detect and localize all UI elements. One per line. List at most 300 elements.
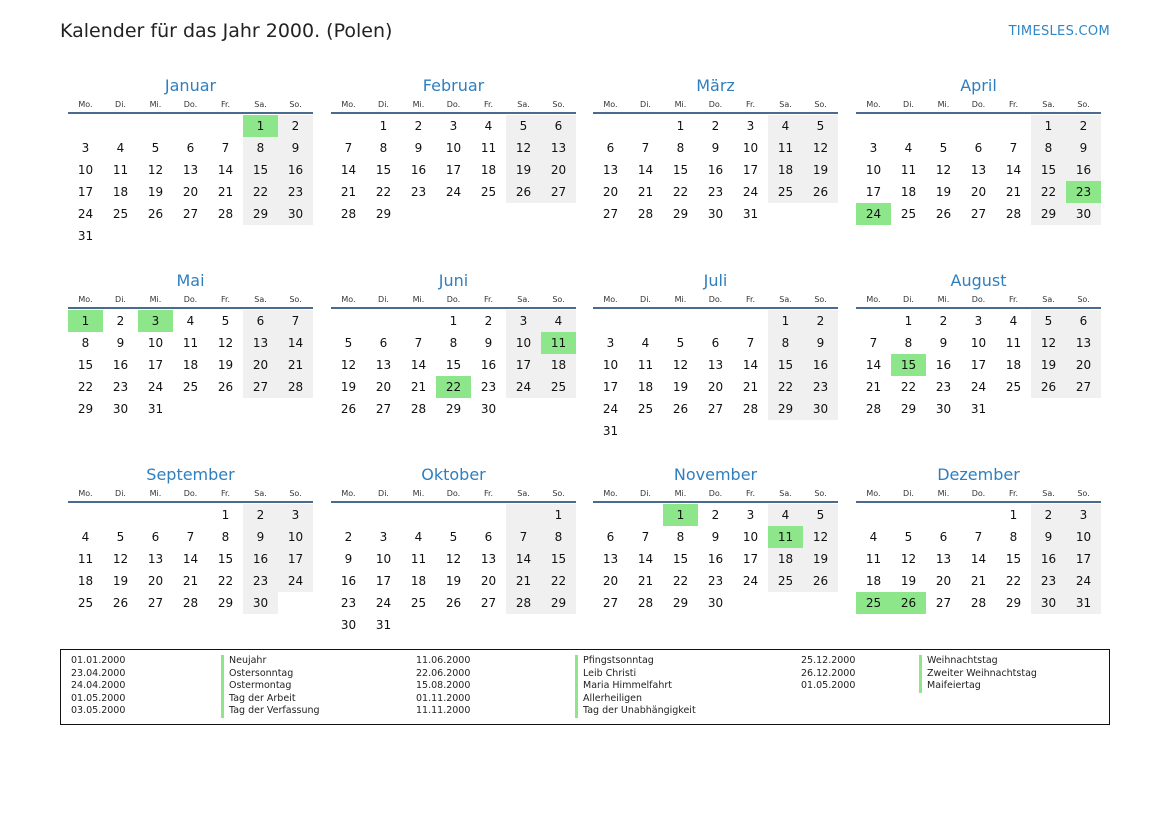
day-cell: 12 [217, 336, 234, 350]
day-cell: 20 [182, 185, 199, 199]
day-cell: 3 [606, 336, 615, 350]
day-cell: 4 [869, 530, 878, 544]
day-grid [856, 114, 1101, 225]
day-cell: 15 [77, 358, 94, 372]
day-cell: 29 [445, 402, 462, 416]
day-cell: 18 [1005, 358, 1022, 372]
day-cell: 23 [340, 596, 357, 610]
day-cell: 15 [768, 354, 803, 376]
empty-day-cell [331, 115, 366, 137]
day-cell: 12 [1031, 332, 1066, 354]
day-cell: 21 [742, 380, 759, 394]
day-grid [856, 503, 1101, 614]
weekday-header [593, 98, 838, 114]
day-cell: 29 [243, 203, 278, 225]
day-cell: 30 [278, 203, 313, 225]
day-cell: 6 [151, 530, 160, 544]
empty-day-cell [856, 115, 891, 137]
day-cell: 20 [147, 574, 164, 588]
day-cell: 29 [672, 207, 689, 221]
empty-day-cell [733, 310, 768, 332]
day-cell: 19 [217, 358, 234, 372]
weekday-label: Do. [446, 100, 461, 109]
day-cell: 18 [77, 574, 94, 588]
day-cell: 14 [278, 332, 313, 354]
day-cell: 30 [707, 596, 724, 610]
day-cell: 8 [243, 137, 278, 159]
day-cell: 15 [1005, 552, 1022, 566]
day-cell: 21 [970, 574, 987, 588]
day-cell: 24 [1066, 570, 1101, 592]
day-cell: 27 [480, 596, 497, 610]
day-cell: 10 [602, 358, 619, 372]
day-cell: 3 [746, 119, 755, 133]
day-cell: 14 [637, 163, 654, 177]
day-cell: 6 [711, 336, 720, 350]
day-cell: 18 [182, 358, 199, 372]
day-cell: 26 [935, 207, 952, 221]
day-cell: 28 [637, 596, 654, 610]
day-cell: 12 [147, 163, 164, 177]
day-cell: 30 [803, 398, 838, 420]
weekday-label: Sa. [779, 489, 792, 498]
month-calendar [331, 73, 576, 225]
day-grid [593, 114, 838, 225]
weekday-label: Sa. [1042, 100, 1055, 109]
day-cell: 24 [375, 596, 392, 610]
day-cell: 7 [746, 336, 755, 350]
day-cell: 29 [1031, 203, 1066, 225]
day-cell: 9 [1031, 526, 1066, 548]
day-cell: 4 [414, 530, 423, 544]
empty-day-cell [663, 310, 698, 332]
weekday-label: Sa. [517, 100, 530, 109]
month-name: Juni [438, 271, 469, 290]
day-cell: 22 [768, 376, 803, 398]
day-cell: 4 [768, 504, 803, 526]
day-cell: 3 [449, 119, 458, 133]
holiday-day-cell: 1 [68, 310, 103, 332]
weekday-label: So. [289, 489, 302, 498]
day-cell: 30 [112, 402, 129, 416]
day-cell: 9 [711, 141, 720, 155]
day-cell: 18 [900, 185, 917, 199]
weekday-label: Sa. [517, 489, 530, 498]
weekday-label: Fr. [745, 100, 756, 109]
day-cell: 7 [278, 310, 313, 332]
weekday-label: Mi. [149, 100, 162, 109]
day-cell: 2 [803, 310, 838, 332]
month-calendar [856, 268, 1101, 420]
day-grid [331, 114, 576, 225]
weekday-label: Fr. [483, 295, 494, 304]
day-cell: 1 [221, 508, 230, 522]
weekday-label: Di. [640, 295, 651, 304]
empty-day-cell [628, 310, 663, 332]
month-calendar [593, 268, 838, 442]
empty-day-cell [173, 115, 208, 137]
empty-day-cell [401, 310, 436, 332]
day-cell: 15 [672, 552, 689, 566]
weekday-label: Di. [903, 295, 914, 304]
day-cell: 25 [900, 207, 917, 221]
weekday-header [331, 487, 576, 503]
empty-day-cell [891, 115, 926, 137]
day-cell: 16 [112, 358, 129, 372]
weekday-label: Mo. [603, 489, 618, 498]
day-cell: 26 [672, 402, 689, 416]
holiday-name: Pfingstsonntag [575, 655, 654, 668]
day-cell: 19 [803, 159, 838, 181]
day-cell: 10 [375, 552, 392, 566]
day-cell: 8 [1009, 530, 1018, 544]
day-cell: 17 [970, 358, 987, 372]
day-cell: 30 [1031, 592, 1066, 614]
day-cell: 27 [182, 207, 199, 221]
weekday-label: Mo. [78, 295, 93, 304]
day-cell: 20 [970, 185, 987, 199]
empty-day-cell [68, 504, 103, 526]
day-cell: 12 [445, 552, 462, 566]
day-grid [593, 309, 838, 442]
day-cell: 25 [768, 570, 803, 592]
holiday-day-cell: 15 [891, 354, 926, 376]
day-cell: 17 [375, 574, 392, 588]
weekday-label: Do. [183, 489, 198, 498]
holiday-name: Leib Christi [575, 668, 636, 681]
day-cell: 8 [379, 141, 388, 155]
day-cell: 23 [112, 380, 129, 394]
day-cell: 31 [602, 424, 619, 438]
day-cell: 9 [116, 336, 125, 350]
weekday-label: Fr. [1008, 489, 1019, 498]
day-grid [68, 503, 313, 614]
day-cell: 31 [147, 402, 164, 416]
day-cell: 22 [541, 570, 576, 592]
day-cell: 24 [742, 185, 759, 199]
day-cell: 8 [221, 530, 230, 544]
holiday-date: 26.12.2000 [801, 667, 856, 679]
weekday-label: Sa. [254, 489, 267, 498]
day-cell: 16 [410, 163, 427, 177]
weekday-label: So. [289, 295, 302, 304]
day-cell: 24 [147, 380, 164, 394]
day-cell: 23 [803, 376, 838, 398]
empty-day-cell [926, 504, 961, 526]
day-cell: 15 [217, 552, 234, 566]
month-name: Januar [164, 76, 217, 95]
weekday-label: Di. [115, 295, 126, 304]
day-cell: 13 [375, 358, 392, 372]
day-cell: 8 [541, 526, 576, 548]
holiday-date: 01.05.2000 [71, 692, 126, 704]
holiday-date: 15.08.2000 [416, 680, 471, 692]
empty-day-cell [506, 504, 541, 526]
empty-day-cell [173, 504, 208, 526]
day-cell: 30 [340, 618, 357, 632]
day-cell: 7 [186, 530, 195, 544]
weekday-label: Fr. [745, 489, 756, 498]
month-calendar [856, 73, 1101, 225]
day-grid [68, 114, 313, 247]
day-cell: 4 [541, 310, 576, 332]
day-cell: 26 [340, 402, 357, 416]
month-calendar [68, 73, 313, 247]
day-cell: 19 [1031, 354, 1066, 376]
day-cell: 3 [81, 141, 90, 155]
day-cell: 30 [1066, 203, 1101, 225]
day-cell: 6 [606, 141, 615, 155]
weekday-label: Mo. [866, 100, 881, 109]
day-cell: 16 [1031, 548, 1066, 570]
holiday-date: 25.12.2000 [801, 655, 856, 666]
day-cell: 2 [243, 504, 278, 526]
day-cell: 27 [541, 181, 576, 203]
day-cell: 21 [278, 354, 313, 376]
holiday-name: Tag der Arbeit [221, 693, 296, 706]
holiday-date: 24.04.2000 [71, 680, 126, 692]
day-cell: 2 [414, 119, 423, 133]
day-cell: 7 [344, 141, 353, 155]
day-cell: 1 [1009, 508, 1018, 522]
day-cell: 22 [375, 185, 392, 199]
day-cell: 18 [768, 548, 803, 570]
day-cell: 19 [935, 185, 952, 199]
day-cell: 2 [711, 119, 720, 133]
weekday-label: Mo. [341, 489, 356, 498]
day-cell: 6 [974, 141, 983, 155]
holiday-name: Neujahr [221, 655, 266, 668]
day-cell: 14 [340, 163, 357, 177]
weekday-label: Fr. [483, 100, 494, 109]
day-cell: 19 [672, 380, 689, 394]
day-cell: 3 [1066, 504, 1101, 526]
day-grid [593, 503, 838, 614]
day-cell: 22 [1005, 574, 1022, 588]
day-cell: 20 [375, 380, 392, 394]
day-cell: 6 [379, 336, 388, 350]
page-title: Kalender für das Jahr 2000. (Polen) [60, 20, 393, 42]
day-cell: 22 [672, 185, 689, 199]
empty-day-cell [138, 504, 173, 526]
day-cell: 9 [484, 336, 493, 350]
weekday-label: Do. [971, 100, 986, 109]
day-cell: 29 [1005, 596, 1022, 610]
empty-day-cell [628, 115, 663, 137]
day-cell: 3 [974, 314, 983, 328]
weekday-label: Di. [115, 100, 126, 109]
day-cell: 4 [1009, 314, 1018, 328]
empty-day-cell [366, 310, 401, 332]
day-cell: 30 [480, 402, 497, 416]
day-cell: 14 [217, 163, 234, 177]
day-cell: 4 [484, 119, 493, 133]
day-cell: 26 [147, 207, 164, 221]
weekday-label: Mo. [866, 295, 881, 304]
weekday-label: Sa. [1042, 295, 1055, 304]
month-calendar [68, 268, 313, 420]
day-cell: 9 [344, 552, 353, 566]
day-cell: 12 [672, 358, 689, 372]
weekday-label: Mi. [674, 100, 687, 109]
day-cell: 26 [445, 596, 462, 610]
holiday-day-cell: 1 [663, 504, 698, 526]
weekday-label: Do. [708, 295, 723, 304]
day-cell: 13 [935, 552, 952, 566]
day-cell: 12 [340, 358, 357, 372]
day-cell: 4 [641, 336, 650, 350]
day-cell: 19 [803, 548, 838, 570]
day-cell: 7 [221, 141, 230, 155]
day-cell: 14 [865, 358, 882, 372]
empty-day-cell [471, 504, 506, 526]
weekday-label: Di. [115, 489, 126, 498]
holiday-day-cell: 1 [243, 115, 278, 137]
day-cell: 9 [711, 530, 720, 544]
day-cell: 17 [742, 163, 759, 177]
weekday-label: Sa. [1042, 489, 1055, 498]
day-cell: 21 [340, 185, 357, 199]
weekday-label: Sa. [254, 100, 267, 109]
day-cell: 3 [506, 310, 541, 332]
day-cell: 15 [1031, 159, 1066, 181]
weekday-label: Do. [708, 489, 723, 498]
day-cell: 20 [935, 574, 952, 588]
day-cell: 24 [602, 402, 619, 416]
day-cell: 23 [707, 574, 724, 588]
day-cell: 8 [449, 336, 458, 350]
weekday-label: So. [552, 100, 565, 109]
weekday-label: Fr. [220, 295, 231, 304]
day-cell: 28 [340, 207, 357, 221]
day-cell: 30 [935, 402, 952, 416]
month-name: Oktober [421, 465, 486, 484]
day-cell: 10 [445, 141, 462, 155]
day-cell: 28 [970, 596, 987, 610]
day-cell: 20 [480, 574, 497, 588]
day-cell: 11 [865, 552, 882, 566]
day-cell: 15 [672, 163, 689, 177]
weekday-label: Fr. [1008, 100, 1019, 109]
day-cell: 27 [935, 596, 952, 610]
day-cell: 21 [637, 574, 654, 588]
holiday-name: Ostersonntag [221, 668, 293, 681]
day-cell: 6 [606, 530, 615, 544]
day-cell: 19 [147, 185, 164, 199]
weekday-label: Mi. [412, 489, 425, 498]
weekday-label: Do. [971, 489, 986, 498]
day-cell: 9 [803, 332, 838, 354]
month-name: August [950, 271, 1007, 290]
empty-day-cell [856, 310, 891, 332]
day-cell: 8 [676, 141, 685, 155]
weekday-label: So. [552, 295, 565, 304]
holiday-day-cell: 23 [1066, 181, 1101, 203]
day-cell: 24 [445, 185, 462, 199]
weekday-label: So. [814, 489, 827, 498]
day-cell: 21 [410, 380, 427, 394]
day-cell: 27 [1066, 376, 1101, 398]
day-cell: 10 [278, 526, 313, 548]
empty-day-cell [698, 310, 733, 332]
weekday-label: Mi. [937, 100, 950, 109]
day-cell: 19 [340, 380, 357, 394]
day-cell: 16 [935, 358, 952, 372]
weekday-label: Mi. [937, 295, 950, 304]
empty-day-cell [103, 115, 138, 137]
empty-day-cell [926, 115, 961, 137]
day-cell: 16 [707, 163, 724, 177]
weekday-label: Sa. [517, 295, 530, 304]
day-cell: 4 [81, 530, 90, 544]
holiday-date: 03.05.2000 [71, 705, 126, 717]
day-cell: 27 [602, 207, 619, 221]
day-cell: 20 [602, 574, 619, 588]
day-cell: 19 [112, 574, 129, 588]
day-cell: 9 [414, 141, 423, 155]
day-cell: 25 [480, 185, 497, 199]
day-cell: 22 [1031, 181, 1066, 203]
day-cell: 14 [410, 358, 427, 372]
day-cell: 19 [445, 574, 462, 588]
empty-day-cell [138, 115, 173, 137]
day-cell: 11 [900, 163, 917, 177]
day-cell: 31 [1066, 592, 1101, 614]
day-cell: 22 [243, 181, 278, 203]
day-cell: 29 [375, 207, 392, 221]
month-calendar [593, 73, 838, 225]
day-cell: 6 [186, 141, 195, 155]
day-cell: 17 [602, 380, 619, 394]
weekday-label: Mi. [149, 489, 162, 498]
day-cell: 29 [768, 398, 803, 420]
weekday-label: Di. [378, 295, 389, 304]
day-cell: 14 [182, 552, 199, 566]
day-cell: 28 [742, 402, 759, 416]
month-name: Juli [703, 271, 728, 290]
day-cell: 1 [676, 119, 685, 133]
day-cell: 27 [243, 376, 278, 398]
day-cell: 7 [414, 336, 423, 350]
day-cell: 7 [974, 530, 983, 544]
day-cell: 25 [637, 402, 654, 416]
day-cell: 11 [112, 163, 129, 177]
empty-day-cell [891, 504, 926, 526]
day-grid [331, 309, 576, 420]
day-cell: 20 [541, 159, 576, 181]
day-cell: 9 [1066, 137, 1101, 159]
day-cell: 24 [506, 376, 541, 398]
day-cell: 8 [1031, 137, 1066, 159]
day-cell: 20 [1066, 354, 1101, 376]
day-cell: 5 [221, 314, 230, 328]
day-grid [68, 309, 313, 420]
brand-link[interactable]: TIMESLES.COM [1008, 24, 1110, 39]
day-cell: 28 [410, 402, 427, 416]
weekday-label: Mo. [341, 100, 356, 109]
day-cell: 28 [637, 207, 654, 221]
weekday-label: Mo. [603, 295, 618, 304]
day-cell: 11 [637, 358, 654, 372]
weekday-label: Fr. [745, 295, 756, 304]
day-cell: 16 [1066, 159, 1101, 181]
day-cell: 7 [641, 530, 650, 544]
day-cell: 22 [672, 574, 689, 588]
day-cell: 13 [243, 332, 278, 354]
day-cell: 13 [602, 552, 619, 566]
day-cell: 23 [480, 380, 497, 394]
day-cell: 5 [151, 141, 160, 155]
